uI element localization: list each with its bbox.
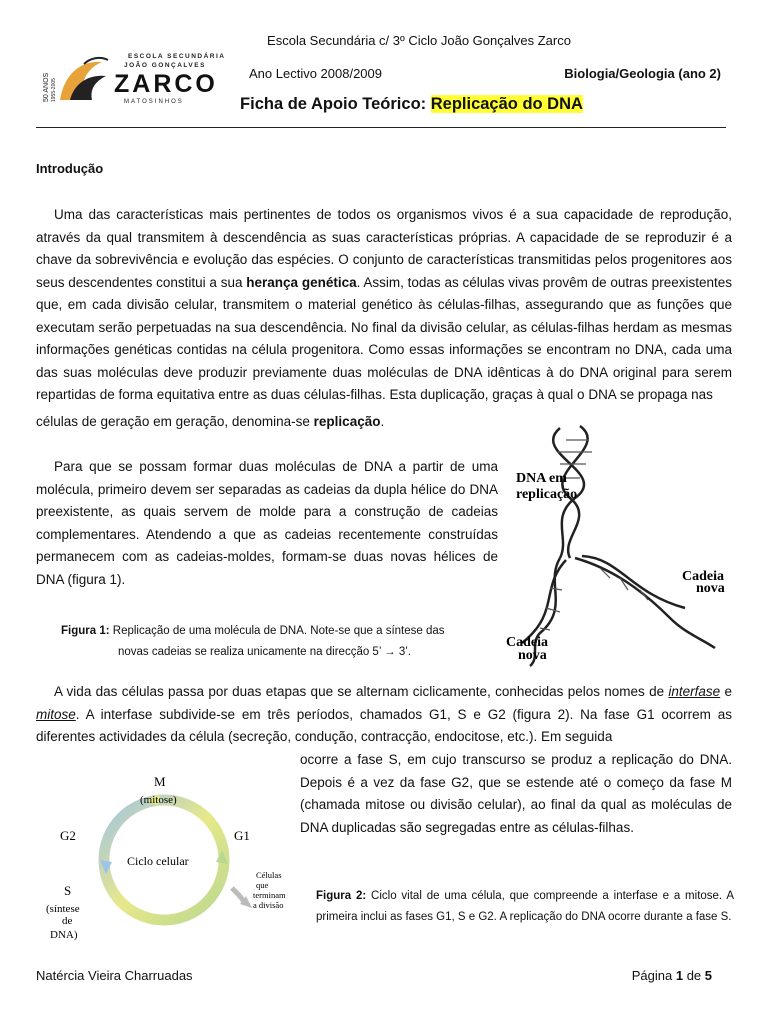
logo-line2: JOÃO GONÇALVES (124, 62, 206, 69)
cycle-paragraph: A vida das células passa por duas etapas que se alternam ciclicamente, conhecidas pelos nomes de interfase e mitose. A interfase subdivide-se em três períodos, chamados G1, S e G2 (figura 2). Na fase G1 ocorrem as diferentes actividades da célula (secreção, condução, contracção, endocitose, etc.). Em seguida (36, 684, 732, 744)
header-divider (36, 127, 726, 128)
phase-g2: G2 (60, 828, 76, 843)
new-chain-label-left-1: Cadeia (506, 635, 548, 650)
intro-paragraph-2: Para que se possam formar duas moléculas de DNA a partir de uma molécula, primeiro devem ser separadas as cadeias da dupla hélice do DNA preexistente, as quais servem de molde para a construção de cadeias complementares. Atendendo a que as cadeias recentemente construídas permanecem com as cadeias-moldes, formam-se duas novas hélices de DNA (figura 1). (36, 459, 498, 587)
figure-2-caption: Figura 2: Ciclo vital de uma célula, que compreende a interfase e a mitose. A primeira inclui as fases G1, S e G2. A replicação do DNA ocorre durante a fase S. (316, 890, 734, 923)
term-mitose: mitose (36, 706, 76, 722)
footer-author: Natércia Vieira Charruadas (36, 968, 193, 983)
page-title (0, 95, 768, 114)
cells-label-3: terminam (253, 890, 286, 900)
phase-m-sub: (mitose) (140, 794, 177, 806)
logo-years: 1955-2005 (51, 78, 57, 102)
title-prefix: Ficha de Apoio Teórico: (240, 95, 431, 113)
subject: Biologia/Geologia (ano 2) (564, 66, 721, 81)
logo-brand: ZARCO (114, 70, 218, 98)
title-highlight: Replicação do DNA (430, 95, 583, 113)
school-year: Ano Lectivo 2008/2009 (249, 66, 382, 81)
phase-s-sub-2: de (62, 915, 73, 927)
new-chain-label-right-1: Cadeia (682, 569, 724, 584)
dna-label-1: DNA em (516, 471, 567, 486)
school-name: Escola Secundária c/ 3º Ciclo João Gonçalves Zarco (267, 33, 571, 48)
cells-label-1: Células (256, 870, 282, 880)
term-genetic-heritage: herança genética (246, 274, 357, 290)
figure-2-label: Figura 2: (316, 890, 367, 902)
intro-paragraph-1: Uma das características mais pertinentes de todos os organismos vivos é a sua capacidade de reprodução, através da qual transmitem à descendência as suas características próprias. A capacidade de se reproduzir é a chave da sobrevivência e evolução das espécies. O conjunto de características transmitidas pelos progenitores aos seus descendentes constitui a sua herança genética. Assim, todas as células vivas provêm de outras preexistentes que, em cada divisão celular, transmitem o material genético às células-filhas, assegurando que as funções que executam serão perpetuadas na sua descendência. No final da divisão celular, as células-filhas herdam as mesmas informações genéticas contidas na célula progenitora. Como essas informações se encontram no DNA, cada uma das suas moléculas deve produzir previamente duas moléculas de DNA idênticas à do DNA original para serem repartidas de forma equitativa entre as duas células-filhas. Esta duplicação, graças à qual o DNA se propaga nas (36, 207, 732, 402)
phase-s-sub-1: (síntese (46, 903, 80, 915)
phase-s: S (64, 883, 72, 898)
term-replication: replicação (313, 414, 381, 429)
phase-g1: G1 (234, 828, 250, 843)
logo-anniversary: 50 ANOS (43, 72, 50, 102)
cycle-center-label: Ciclo celular (127, 854, 189, 868)
figure-1-label: Figura 1: (61, 625, 110, 637)
section-heading-intro: Introdução (36, 161, 104, 176)
cell-cycle-diagram (36, 770, 306, 950)
logo-city: MATOSINHOS (124, 99, 184, 105)
phase-s-sub-3: DNA) (50, 929, 78, 941)
intro-paragraph-1-end: células de geração em geração, denomina-se replicação. (36, 414, 385, 429)
dna-label-2: replicação (516, 487, 578, 502)
new-chain-label-right-2: nova (696, 581, 725, 596)
phase-m: M (154, 774, 166, 789)
new-chain-label-left-2: nova (518, 648, 547, 663)
dna-replication-figure (500, 418, 740, 668)
page-number: Página 1 de 5 (631, 968, 712, 983)
cells-label-4: a divisão (253, 900, 284, 910)
logo-line1: ESCOLA SECUNDÁRIA (128, 53, 226, 60)
cells-dividing-arrow (232, 888, 244, 902)
term-interfase: interfase (668, 684, 721, 699)
cycle-paragraph-end: ocorre a fase S, em cujo transcurso se produz a replicação do DNA. Depois é a vez da fase G2, que se estende até o começo da fase M (chamada mitose ou divisão celular), ao final da qual as moléculas de DNA duplicadas são segregadas entre as células-filhas. (300, 752, 732, 835)
cells-label-2: que (256, 880, 269, 890)
figure-1-caption: Figura 1: Replicação de uma molécula de DNA. Note-se que a síntese das novas cadeias se realiza unicamente na direcção 5’ → 3’. (61, 625, 445, 658)
